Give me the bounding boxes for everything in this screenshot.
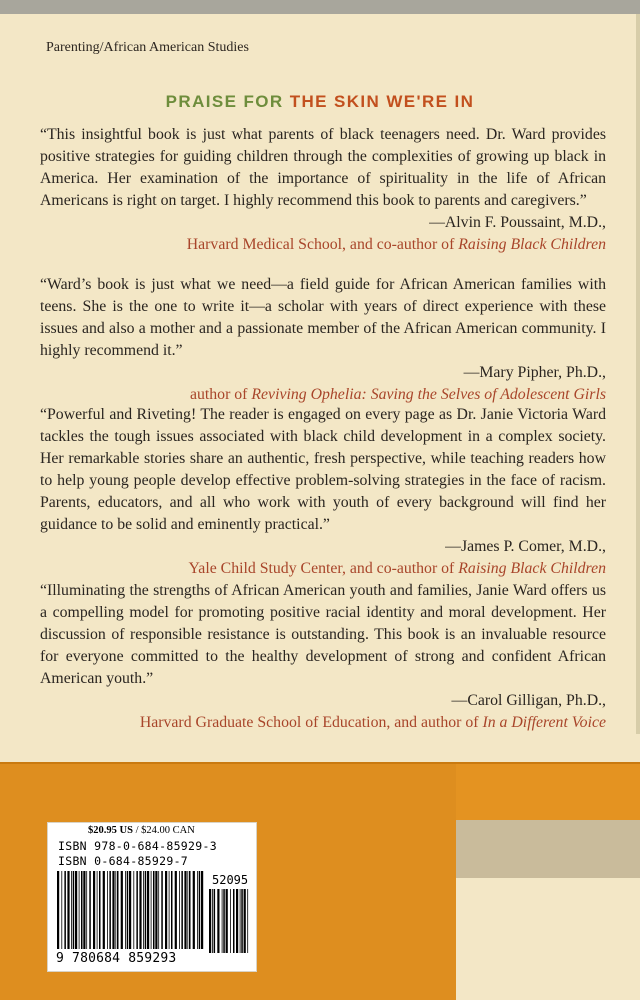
blurb-affiliation xyxy=(40,234,606,256)
band-divider xyxy=(0,762,640,764)
price-separator: / xyxy=(132,825,142,836)
isbn-13: ISBN 978-0-684-85929-3 xyxy=(58,839,217,853)
blurb-author: —Alvin F. Poussaint, M.D., xyxy=(429,214,606,231)
addon-barcode xyxy=(208,889,250,953)
price xyxy=(88,825,195,836)
affiliation-text: Harvard Graduate School of Education, and author of xyxy=(139,714,479,731)
blurb-pipher xyxy=(40,274,606,406)
price-addon-code: 52095 xyxy=(212,873,249,887)
cited-book: Raising Black Children xyxy=(458,560,606,577)
price-us: $20.95 US xyxy=(88,825,133,836)
ean-barcode xyxy=(56,871,206,955)
barcode-label xyxy=(47,822,257,972)
blurb-author: —James P. Comer, M.D., xyxy=(445,538,606,555)
cited-book: In a Different Voice xyxy=(482,714,606,731)
orange-block xyxy=(456,762,640,820)
price-can: $24.00 CAN xyxy=(141,825,195,836)
blurb-gilligan xyxy=(40,580,606,734)
blurb-author: —Mary Pipher, Ph.D., xyxy=(463,364,606,381)
blurb-affiliation xyxy=(40,384,606,406)
blurb-quote: “Illuminating the strengths of African American youth and families, Janie Ward offers us a compelling model for promoting positive racial identity and moral development. Her discussion of responsible resistance is outstanding. This book is an invaluable resource for everyone committed to the healthy development of strong and confident African American youth.” xyxy=(40,582,606,687)
blurb-quote: “Powerful and Riveting! The reader is engaged on every page as Dr. Janie Victoria Ward tackles the tough issues associated with black child development in a complex society. Her remarkable stories share an authentic, fresh perspective, while teaching readers how to help young people develop effective problem-solving strategies in the face of racism. Parents, educators, and all who work with youth of every background will find her guidance to be solid and eminently practical.” xyxy=(40,406,606,533)
book-title: THE SKIN WE'RE IN xyxy=(289,92,475,111)
category-label: Parenting/African American Studies xyxy=(46,40,249,55)
top-strip xyxy=(0,0,640,14)
ean-number: 9 780684 859293 xyxy=(56,951,177,966)
blurb-poussaint xyxy=(40,124,606,256)
isbn-10: ISBN 0-684-85929-7 xyxy=(58,854,189,868)
blurb-quote: “Ward’s book is just what we need—a field guide for African American families with teens. She is the one to write it—a scholar with years of direct experience with these issues and also a mother and a passionate member of the African American community. I highly recommend it.” xyxy=(40,276,606,359)
praise-heading xyxy=(0,92,640,112)
affiliation-text: author of xyxy=(189,386,248,403)
blurb-affiliation xyxy=(40,712,606,734)
blurb-author: —Carol Gilligan, Ph.D., xyxy=(451,692,606,709)
cited-book: Raising Black Children xyxy=(458,236,606,253)
blurb-comer xyxy=(40,404,606,580)
right-edge xyxy=(636,14,640,734)
blurb-quote: “This insightful book is just what parents of black teenagers need. Dr. Ward provides positive strategies for guiding children through the complexities of growing up black in America. Her examination of the importance of spirituality in the life of African Americans is right on target. I highly recommend this book to parents and caregivers.” xyxy=(40,126,606,209)
praise-for-text: PRAISE FOR xyxy=(165,92,284,111)
affiliation-text: Harvard Medical School, and co-author of xyxy=(186,236,455,253)
cited-book: Reviving Ophelia: Saving the Selves of Adolescent Girls xyxy=(251,386,606,403)
tan-block xyxy=(456,820,640,878)
blurb-affiliation xyxy=(40,558,606,580)
affiliation-text: Yale Child Study Center, and co-author of xyxy=(188,560,455,577)
